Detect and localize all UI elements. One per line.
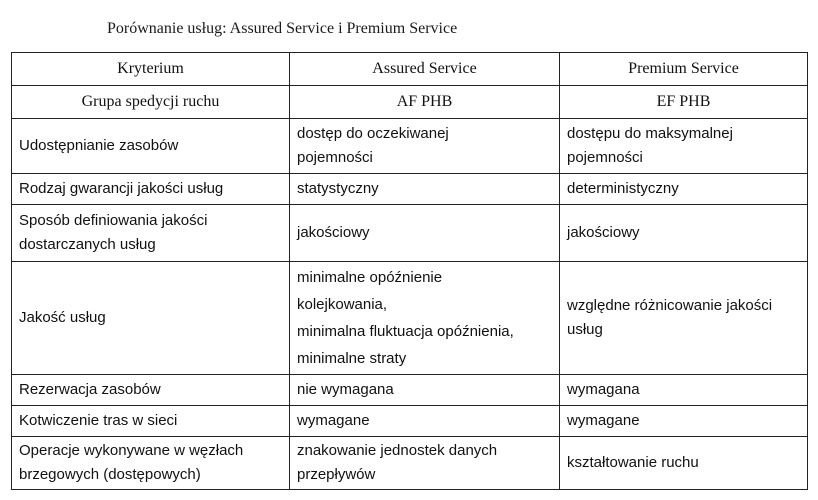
header-criterion: Kryterium — [12, 53, 290, 86]
row-criterion: Kotwiczenie tras w sieci — [12, 406, 290, 437]
table-row — [12, 262, 808, 375]
table-row — [12, 406, 808, 437]
subheader-traffic-group: Grupa spedycji ruchu — [12, 86, 290, 119]
row-criterion: Udostępnianie zasobów — [12, 119, 290, 174]
row-assured-value: znakowanie jednostek danych przepływów — [290, 437, 560, 490]
table-row — [12, 174, 808, 205]
row-criterion: Rodzaj gwarancji jakości usług — [12, 174, 290, 205]
row-assured-value: statystyczny — [290, 174, 560, 205]
table-subheader-row — [12, 86, 808, 119]
row-assured-value: jakościowy — [290, 205, 560, 262]
row-assured-value: minimalne opóźnienie kolejkowania, minimalna fluktuacja opóźnienia, minimalne straty — [290, 262, 560, 375]
table-row — [12, 437, 808, 490]
header-premium-service: Premium Service — [560, 53, 808, 86]
row-assured-value: nie wymagana — [290, 375, 560, 406]
table-row — [12, 119, 808, 174]
subheader-ef-phb: EF PHB — [560, 86, 808, 119]
row-criterion: Rezerwacja zasobów — [12, 375, 290, 406]
subheader-af-phb: AF PHB — [290, 86, 560, 119]
row-premium-value: względne różnicowanie jakości usług — [560, 262, 808, 375]
row-criterion: Sposób definiowania jakości dostarczanych usług — [12, 205, 290, 262]
table-row — [12, 205, 808, 262]
row-assured-value: wymagane — [290, 406, 560, 437]
row-premium-value: kształtowanie ruchu — [560, 437, 808, 490]
row-premium-value: deterministyczny — [560, 174, 808, 205]
table-header-row — [12, 53, 808, 86]
row-assured-value: dostęp do oczekiwanej pojemności — [290, 119, 560, 174]
table-row — [12, 375, 808, 406]
row-premium-value: dostępu do maksymalnej pojemności — [560, 119, 808, 174]
row-premium-value: jakościowy — [560, 205, 808, 262]
row-criterion: Jakość usług — [12, 262, 290, 375]
row-criterion: Operacje wykonywane w węzłach brzegowych (dostępowych) — [12, 437, 290, 490]
document-title: Porównanie usług: Assured Service i Premium Service — [107, 20, 458, 37]
row-premium-value: wymagana — [560, 375, 808, 406]
comparison-table — [11, 52, 808, 490]
header-assured-service: Assured Service — [290, 53, 560, 86]
row-premium-value: wymagane — [560, 406, 808, 437]
